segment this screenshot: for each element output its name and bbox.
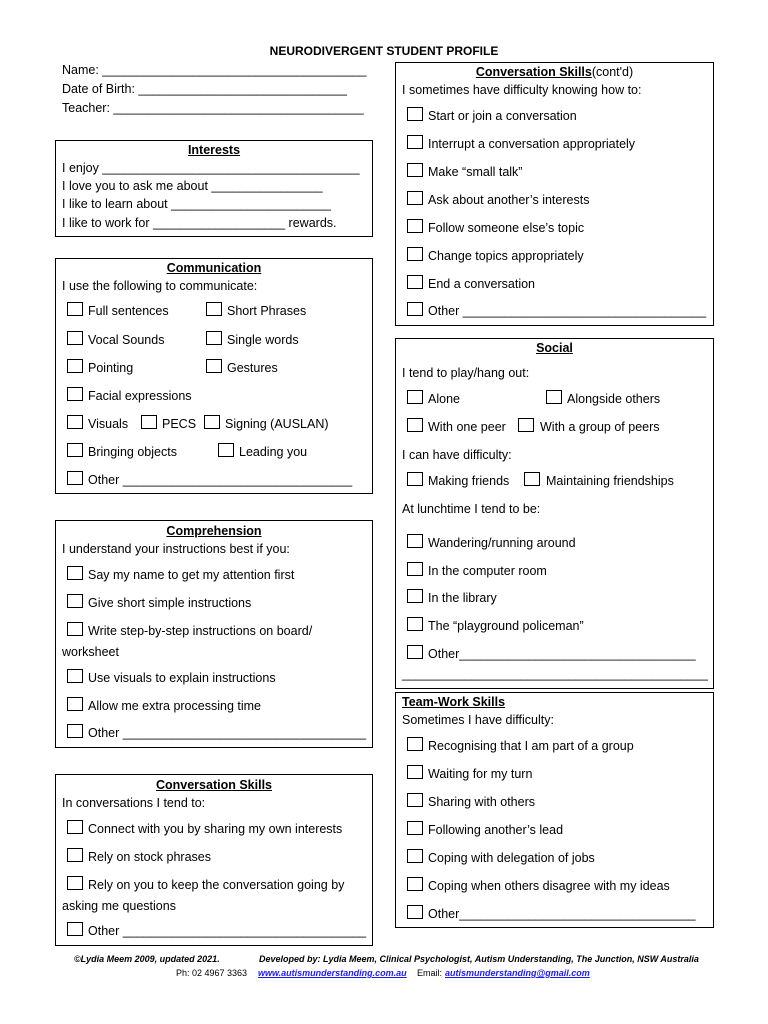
- conversation-contd-suffix: (cont'd): [591, 65, 634, 79]
- conversation-contd-title: [396, 65, 713, 79]
- checkbox[interactable]: [67, 848, 83, 862]
- checkbox[interactable]: [206, 302, 222, 316]
- option-label: Gestures: [227, 361, 278, 375]
- option-label: Make “small talk”: [428, 165, 523, 179]
- checkbox[interactable]: [407, 191, 423, 205]
- interests-line[interactable]: I like to learn about _______________________: [62, 197, 331, 211]
- option-label: Give short simple instructions: [88, 596, 252, 610]
- option-label: Waiting for my turn: [428, 767, 533, 781]
- checkbox[interactable]: [407, 418, 423, 432]
- checkbox[interactable]: [524, 472, 540, 486]
- other-field-continued[interactable]: ____________________________________________: [402, 667, 708, 681]
- checkbox[interactable]: [67, 820, 83, 834]
- checkbox[interactable]: [67, 669, 83, 683]
- checkbox[interactable]: [141, 415, 157, 429]
- option-label: In the computer room: [428, 564, 547, 578]
- conversation-section: [55, 774, 373, 946]
- interests-section: [55, 140, 373, 237]
- option-label: Alone: [428, 392, 460, 406]
- page-title: NEURODIVERGENT STUDENT PROFILE: [269, 44, 499, 58]
- conversation-intro: In conversations I tend to:: [62, 796, 206, 810]
- option-label: Making friends: [428, 474, 510, 488]
- checkbox[interactable]: [407, 849, 423, 863]
- option-label: With one peer: [428, 420, 506, 434]
- checkbox[interactable]: [407, 534, 423, 548]
- option-label: Wandering/running around: [428, 536, 576, 550]
- footer-developed: Developed by: Lydia Meem, Clinical Psychologist, Autism Understanding, The Junction, NSW Australia: [259, 954, 699, 964]
- checkbox[interactable]: [206, 331, 222, 345]
- other-field[interactable]: Other ___________________________________: [88, 726, 367, 740]
- option-label: Bringing objects: [88, 445, 177, 459]
- communication-title: Communication: [166, 261, 262, 275]
- option-label: Rely on stock phrases: [88, 850, 211, 864]
- option-label: Change topics appropriately: [428, 249, 584, 263]
- social-intro-lunch: At lunchtime I tend to be:: [402, 502, 541, 516]
- checkbox[interactable]: [206, 359, 222, 373]
- teamwork-section: [395, 692, 714, 928]
- footer-email-label: Email:: [417, 968, 443, 978]
- option-label: Follow someone else’s topic: [428, 221, 585, 235]
- checkbox[interactable]: [407, 107, 423, 121]
- option-label: Short Phrases: [227, 304, 307, 318]
- option-label-continued: worksheet: [62, 645, 119, 659]
- option-label: The “playground policeman”: [428, 619, 584, 633]
- website-link[interactable]: www.autismunderstanding.com.au: [258, 968, 407, 978]
- checkbox[interactable]: [407, 617, 423, 631]
- conversation-title: Conversation Skills: [155, 778, 272, 792]
- option-label: Write step-by-step instructions on board/: [88, 624, 313, 638]
- checkbox[interactable]: [67, 922, 83, 936]
- email-link[interactable]: autismunderstanding@gmail.com: [445, 968, 590, 978]
- checkbox[interactable]: [407, 390, 423, 404]
- checkbox[interactable]: [407, 765, 423, 779]
- checkbox[interactable]: [67, 876, 83, 890]
- other-field[interactable]: Other__________________________________: [428, 647, 696, 661]
- checkbox[interactable]: [67, 443, 83, 457]
- option-label: End a conversation: [428, 277, 536, 291]
- checkbox[interactable]: [407, 135, 423, 149]
- checkbox[interactable]: [407, 737, 423, 751]
- other-field[interactable]: Other__________________________________: [428, 907, 696, 921]
- option-label: Full sentences: [88, 304, 169, 318]
- option-label: Single words: [227, 333, 299, 347]
- interests-line[interactable]: I enjoy _____________________________________: [62, 161, 360, 175]
- checkbox[interactable]: [407, 472, 423, 486]
- checkbox[interactable]: [407, 247, 423, 261]
- interests-line[interactable]: I love you to ask me about ________________: [62, 179, 323, 193]
- other-field[interactable]: Other _________________________________: [88, 473, 353, 487]
- checkbox[interactable]: [67, 724, 83, 738]
- checkbox[interactable]: [204, 415, 220, 429]
- checkbox[interactable]: [407, 163, 423, 177]
- dob-field[interactable]: Date of Birth: ______________________________: [62, 82, 347, 96]
- checkbox[interactable]: [67, 302, 83, 316]
- option-label: Following another’s lead: [428, 823, 564, 837]
- comprehension-section: [55, 520, 373, 748]
- checkbox[interactable]: [407, 905, 423, 919]
- option-label: PECS: [162, 417, 197, 431]
- option-label: Ask about another’s interests: [428, 193, 590, 207]
- name-field[interactable]: Name: ______________________________________: [62, 63, 367, 77]
- checkbox[interactable]: [407, 793, 423, 807]
- checkbox[interactable]: [407, 821, 423, 835]
- checkbox[interactable]: [67, 331, 83, 345]
- social-section: [395, 338, 714, 689]
- checkbox[interactable]: [67, 594, 83, 608]
- option-label: Rely on you to keep the conversation going by: [88, 878, 345, 892]
- interests-title: Interests: [187, 143, 241, 157]
- option-label: Vocal Sounds: [88, 333, 165, 347]
- checkbox[interactable]: [67, 471, 83, 485]
- checkbox[interactable]: [407, 219, 423, 233]
- conversation-contd-section: [395, 62, 714, 326]
- option-label: Signing (AUSLAN): [225, 417, 329, 431]
- interests-line[interactable]: I like to work for ___________________ rewards.: [62, 216, 337, 230]
- checkbox[interactable]: [518, 418, 534, 432]
- comprehension-intro: I understand your instructions best if you:: [62, 542, 290, 556]
- social-intro-difficulty: I can have difficulty:: [402, 448, 512, 462]
- checkbox[interactable]: [67, 415, 83, 429]
- teamwork-title: Team-Work Skills: [402, 695, 506, 709]
- communication-intro: I use the following to communicate:: [62, 279, 258, 293]
- social-title: Social: [536, 341, 573, 355]
- checkbox[interactable]: [67, 566, 83, 580]
- option-label-continued: asking me questions: [62, 899, 176, 913]
- option-label: Start or join a conversation: [428, 109, 577, 123]
- option-label: Recognising that I am part of a group: [428, 739, 634, 753]
- comprehension-title: Comprehension: [166, 524, 262, 538]
- option-label: Facial expressions: [88, 389, 192, 403]
- option-label: Interrupt a conversation appropriately: [428, 137, 636, 151]
- teacher-field[interactable]: Teacher: ____________________________________: [62, 101, 364, 115]
- option-label: Allow me extra processing time: [88, 699, 261, 713]
- teamwork-intro: Sometimes I have difficulty:: [402, 713, 554, 727]
- checkbox[interactable]: [67, 622, 83, 636]
- checkbox[interactable]: [407, 562, 423, 576]
- option-label: Maintaining friendships: [546, 474, 674, 488]
- social-intro-play: I tend to play/hang out:: [402, 366, 530, 380]
- footer-copyright: ©Lydia Meem 2009, updated 2021.: [74, 954, 220, 964]
- option-label: With a group of peers: [540, 420, 660, 434]
- checkbox[interactable]: [546, 390, 562, 404]
- option-label: Say my name to get my attention first: [88, 568, 295, 582]
- other-field[interactable]: Other ___________________________________: [428, 304, 707, 318]
- checkbox[interactable]: [407, 589, 423, 603]
- conversation-contd-title-text: Conversation Skills: [475, 65, 592, 79]
- checkbox[interactable]: [407, 645, 423, 659]
- option-label: Connect with you by sharing my own interests: [88, 822, 343, 836]
- option-label: Coping with delegation of jobs: [428, 851, 595, 865]
- option-label: Visuals: [88, 417, 129, 431]
- other-field[interactable]: Other ___________________________________: [88, 924, 367, 938]
- option-label: In the library: [428, 591, 497, 605]
- communication-section: [55, 258, 373, 494]
- conversation-contd-intro: I sometimes have difficulty knowing how to:: [402, 83, 642, 97]
- option-label: Use visuals to explain instructions: [88, 671, 276, 685]
- option-label: Leading you: [239, 445, 308, 459]
- checkbox[interactable]: [407, 877, 423, 891]
- checkbox[interactable]: [67, 359, 83, 373]
- footer-phone: Ph: 02 4967 3363: [176, 968, 248, 978]
- checkbox[interactable]: [407, 275, 423, 289]
- option-label: Coping when others disagree with my ideas: [428, 879, 670, 893]
- option-label: Pointing: [88, 361, 134, 375]
- option-label: Alongside others: [567, 392, 661, 406]
- checkbox[interactable]: [67, 387, 83, 401]
- checkbox[interactable]: [218, 443, 234, 457]
- option-label: Sharing with others: [428, 795, 536, 809]
- checkbox[interactable]: [67, 697, 83, 711]
- checkbox[interactable]: [407, 302, 423, 316]
